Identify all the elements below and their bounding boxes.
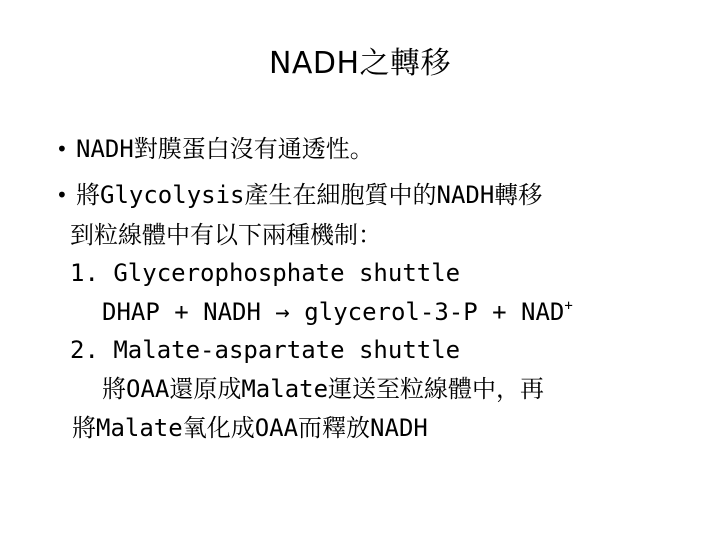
bullet-continuation: 到粒線體中有以下兩種機制： xyxy=(70,221,382,249)
equation-line xyxy=(102,297,573,327)
list-item-1: 1. Glycerophosphate shuttle xyxy=(70,259,461,287)
bullet-marker: • xyxy=(56,183,68,207)
description-line-2: 將Malate氧化成OAA而釋放NADH xyxy=(72,414,428,442)
bullet-text-2: 將Glycolysis產生在細胞質中的NADH轉移 xyxy=(76,181,543,209)
equation-text: DHAP + NADH → glycerol-3-P + NAD xyxy=(102,298,565,326)
bullet-marker: • xyxy=(56,137,68,161)
bullet-text-1: NADH對膜蛋白沒有通透性。 xyxy=(76,135,374,163)
slide-title: NADH之轉移 xyxy=(268,46,452,81)
equation-superscript: + xyxy=(564,298,573,314)
list-item-2: 2. Malate-aspartate shuttle xyxy=(70,336,461,364)
description-line-1: 將OAA還原成Malate運送至粒線體中，再 xyxy=(102,375,545,403)
